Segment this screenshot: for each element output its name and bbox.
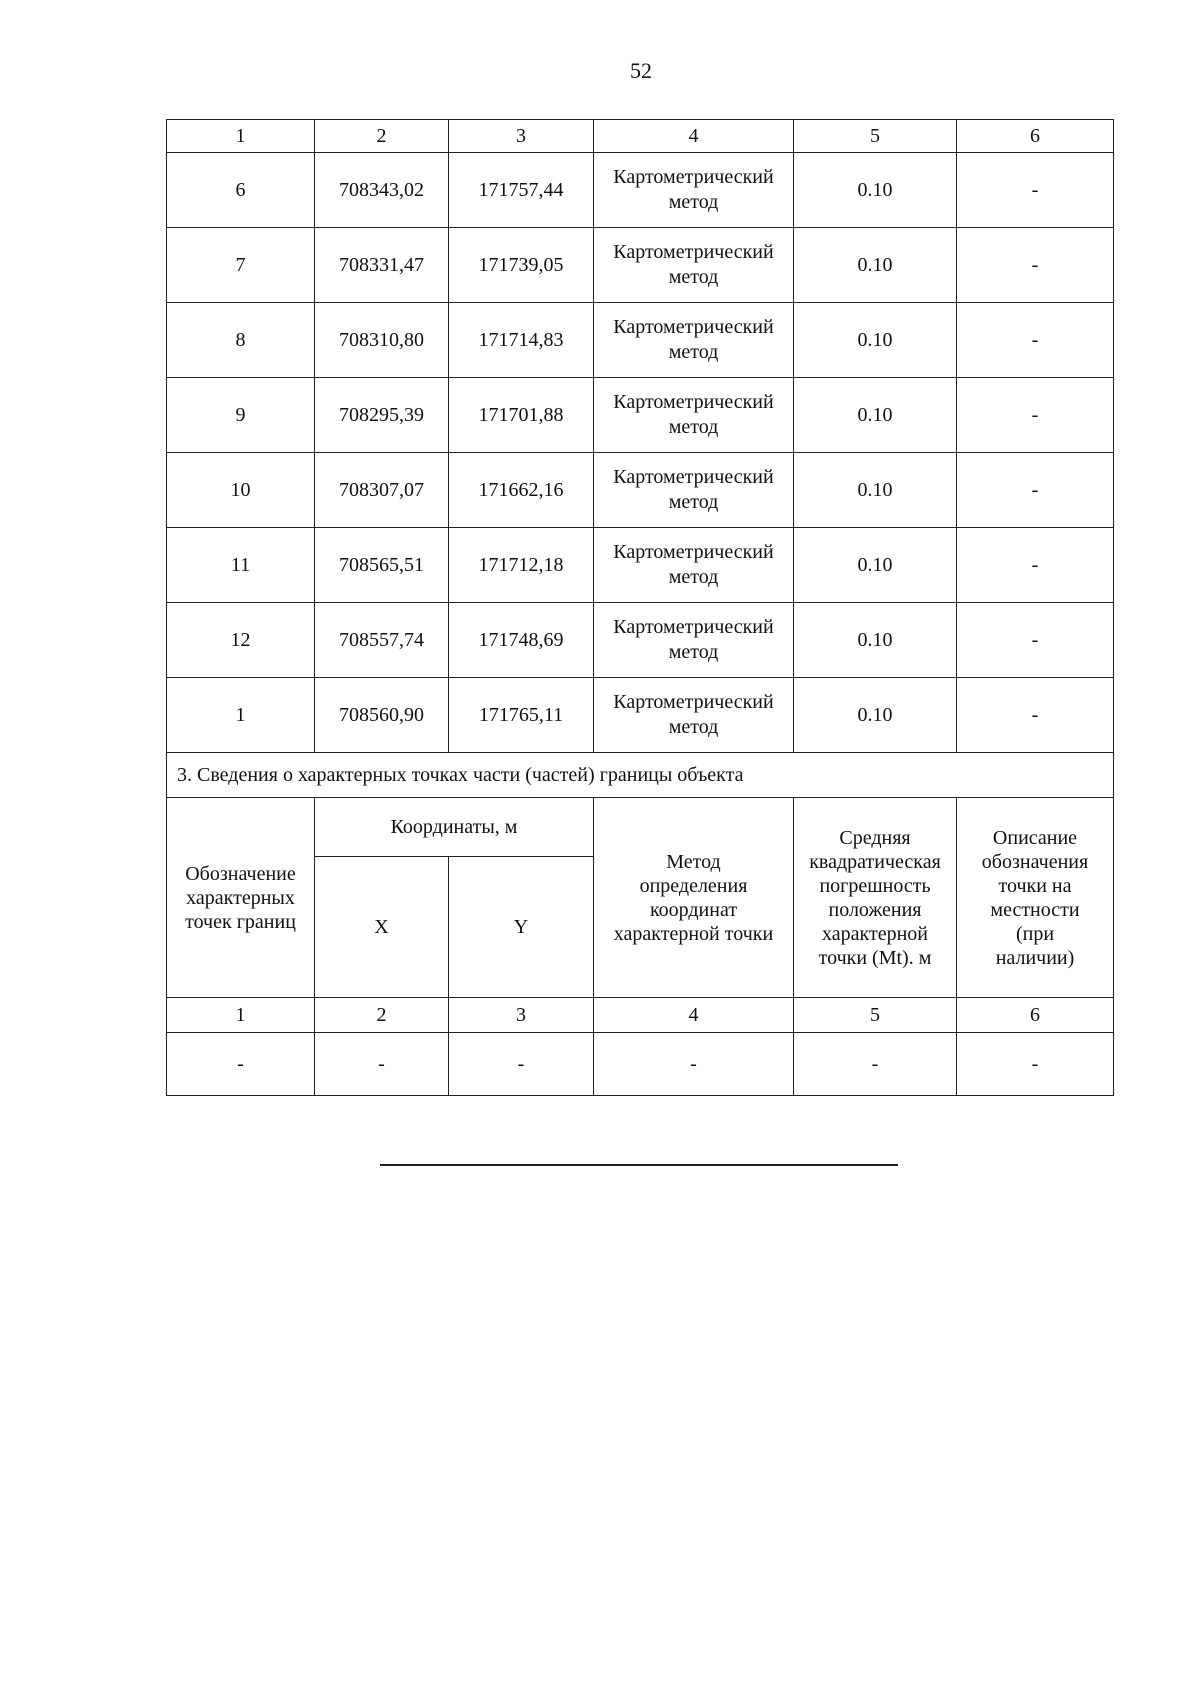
header-line: Обозначение	[185, 862, 296, 885]
column-number: 5	[794, 120, 957, 153]
method	[594, 603, 794, 678]
point-description-text: -	[1031, 479, 1039, 501]
point-number-text: 8	[235, 329, 246, 351]
point-number-text: 7	[235, 254, 246, 276]
mean-square-error	[794, 228, 957, 303]
method-word: метод	[668, 566, 719, 588]
y-coordinate	[449, 603, 594, 678]
x-coordinate-text: 708565,51	[339, 554, 424, 576]
header-line: координат	[649, 898, 738, 921]
point-description-text: -	[1031, 554, 1039, 576]
column-number: 1	[167, 120, 315, 153]
mean-square-error	[794, 603, 957, 678]
x-coordinate-text: 708295,39	[339, 404, 424, 426]
mean-square-error	[794, 153, 957, 228]
method-text	[613, 165, 773, 215]
section-3-title: 3. Сведения о характерных точках части (частей) границы объекта	[167, 753, 1114, 798]
method-text	[613, 615, 773, 665]
y-coordinate-text: 171714,83	[478, 329, 564, 351]
header-line: (при	[1015, 922, 1055, 945]
header-line: точек границ	[185, 910, 296, 933]
y-coordinate-text: 171662,16	[478, 479, 564, 501]
header-line: Метод	[666, 850, 721, 873]
column-number: 5	[794, 998, 957, 1033]
table-row	[167, 528, 1114, 603]
header-method	[594, 798, 794, 998]
x-coordinate-text: 708560,90	[339, 704, 424, 726]
empty-cell: -	[594, 1033, 794, 1096]
header-y: Y	[449, 857, 594, 998]
x-coordinate	[315, 528, 449, 603]
point-number-text: 10	[230, 479, 251, 501]
point-number	[167, 453, 315, 528]
method-word: метод	[668, 191, 719, 213]
header-line: Описание	[992, 826, 1078, 849]
x-coordinate	[315, 678, 449, 753]
header-line: характерной точки	[613, 922, 774, 945]
x-coordinate	[315, 603, 449, 678]
header-line: Средняя	[839, 826, 911, 849]
mean-square-error-text: 0.10	[857, 179, 893, 201]
header-x: X	[315, 857, 449, 998]
point-description	[957, 228, 1114, 303]
x-coordinate	[315, 378, 449, 453]
y-coordinate	[449, 228, 594, 303]
table-row	[167, 678, 1114, 753]
method-text	[613, 540, 773, 590]
section-3-column-number-row	[167, 998, 1114, 1033]
table-row	[167, 153, 1114, 228]
method-word: Картометрический	[613, 316, 774, 338]
method-word: метод	[668, 716, 719, 738]
method-text	[613, 390, 773, 440]
point-number	[167, 603, 315, 678]
method-text	[613, 315, 773, 365]
y-coordinate-text: 171712,18	[478, 554, 564, 576]
method	[594, 528, 794, 603]
y-coordinate	[449, 528, 594, 603]
point-number-text: 1	[235, 704, 246, 726]
method-word: метод	[668, 641, 719, 663]
mean-square-error-text: 0.10	[857, 629, 893, 651]
mean-square-error-text: 0.10	[857, 554, 893, 576]
point-description	[957, 453, 1114, 528]
empty-cell: -	[167, 1033, 315, 1096]
mean-square-error	[794, 678, 957, 753]
header-line: положения	[828, 898, 922, 921]
point-number	[167, 378, 315, 453]
point-number-text: 6	[235, 179, 246, 201]
method	[594, 678, 794, 753]
point-description	[957, 528, 1114, 603]
empty-cell: -	[794, 1033, 957, 1096]
header-point-designation	[167, 798, 315, 998]
point-description	[957, 378, 1114, 453]
point-description-text: -	[1031, 254, 1039, 276]
mean-square-error	[794, 528, 957, 603]
empty-cell: -	[315, 1033, 449, 1096]
point-number	[167, 228, 315, 303]
y-coordinate	[449, 453, 594, 528]
mean-square-error	[794, 453, 957, 528]
method-word: метод	[668, 416, 719, 438]
y-coordinate-text: 171748,69	[478, 629, 564, 651]
point-number	[167, 678, 315, 753]
empty-cell: -	[957, 1033, 1114, 1096]
column-number: 3	[449, 998, 594, 1033]
point-number	[167, 153, 315, 228]
y-coordinate-text: 171739,05	[478, 254, 564, 276]
mean-square-error	[794, 303, 957, 378]
table-row	[167, 603, 1114, 678]
point-description-text: -	[1031, 329, 1039, 351]
method-word: метод	[668, 266, 719, 288]
point-number-text: 12	[230, 629, 251, 651]
x-coordinate	[315, 453, 449, 528]
method-word: метод	[668, 491, 719, 513]
y-coordinate	[449, 378, 594, 453]
method-word: Картометрический	[613, 691, 774, 713]
method-word: Картометрический	[613, 466, 774, 488]
point-number-text: 11	[230, 554, 251, 576]
header-line: обозначения	[981, 850, 1089, 873]
section-3-title-row	[167, 753, 1114, 798]
method-word: метод	[668, 341, 719, 363]
point-number	[167, 528, 315, 603]
point-description	[957, 603, 1114, 678]
mean-square-error-text: 0.10	[857, 329, 893, 351]
header-line: характерной	[822, 922, 928, 945]
column-number-row	[167, 120, 1114, 153]
y-coordinate-text: 171757,44	[478, 179, 564, 201]
table-row	[167, 453, 1114, 528]
footer-divider	[380, 1164, 898, 1166]
mean-square-error-text: 0.10	[857, 704, 893, 726]
point-number-text: 9	[235, 404, 246, 426]
method	[594, 453, 794, 528]
point-number	[167, 303, 315, 378]
method	[594, 228, 794, 303]
mean-square-error-text: 0.10	[857, 404, 893, 426]
header-description	[957, 798, 1114, 998]
point-description-text: -	[1031, 629, 1039, 651]
header-line: наличии)	[995, 946, 1075, 969]
point-description-text: -	[1031, 404, 1039, 426]
header-line: местности	[990, 898, 1080, 921]
x-coordinate	[315, 303, 449, 378]
page-number: 52	[630, 58, 652, 83]
column-number: 4	[594, 998, 794, 1033]
x-coordinate-text: 708307,07	[339, 479, 424, 501]
column-number: 2	[315, 120, 449, 153]
method-text	[613, 240, 773, 290]
table-row	[167, 378, 1114, 453]
x-coordinate-text: 708557,74	[339, 629, 424, 651]
column-number: 6	[957, 120, 1114, 153]
x-coordinate	[315, 228, 449, 303]
y-coordinate-text: 171765,11	[478, 704, 564, 726]
x-coordinate-text: 708310,80	[339, 329, 424, 351]
method	[594, 303, 794, 378]
y-coordinate	[449, 303, 594, 378]
y-coordinate	[449, 153, 594, 228]
point-description	[957, 303, 1114, 378]
point-description-text: -	[1031, 704, 1039, 726]
boundary-points-table	[166, 119, 1114, 1096]
y-coordinate	[449, 678, 594, 753]
method-word: Картометрический	[613, 241, 774, 263]
mean-square-error-text: 0.10	[857, 479, 893, 501]
x-coordinate	[315, 153, 449, 228]
column-number: 4	[594, 120, 794, 153]
method	[594, 153, 794, 228]
point-description-text: -	[1031, 179, 1039, 201]
empty-cell: -	[449, 1033, 594, 1096]
header-line: определения	[639, 874, 748, 897]
column-number: 1	[167, 998, 315, 1033]
point-description	[957, 678, 1114, 753]
method-word: Картометрический	[613, 166, 774, 188]
section-3-header-row	[167, 798, 1114, 857]
method	[594, 378, 794, 453]
column-number: 6	[957, 998, 1114, 1033]
header-line: характерных	[186, 886, 295, 909]
header-line: погрешность	[819, 874, 931, 897]
header-line: точки (Mt). м	[818, 946, 932, 969]
header-line: квадратическая	[809, 850, 941, 873]
column-number: 2	[315, 998, 449, 1033]
mean-square-error-text: 0.10	[857, 254, 893, 276]
method-text	[613, 690, 773, 740]
mean-square-error	[794, 378, 957, 453]
table-row	[167, 228, 1114, 303]
header-line: точки на	[998, 874, 1072, 897]
header-coordinates: Координаты, м	[315, 798, 594, 857]
method-word: Картометрический	[613, 541, 774, 563]
x-coordinate-text: 708331,47	[339, 254, 424, 276]
method-word: Картометрический	[613, 391, 774, 413]
table-row	[167, 303, 1114, 378]
method-word: Картометрический	[613, 616, 774, 638]
y-coordinate-text: 171701,88	[478, 404, 564, 426]
header-error	[794, 798, 957, 998]
point-description	[957, 153, 1114, 228]
method-text	[613, 465, 773, 515]
x-coordinate-text: 708343,02	[339, 179, 424, 201]
column-number: 3	[449, 120, 594, 153]
section-3-empty-row	[167, 1033, 1114, 1096]
